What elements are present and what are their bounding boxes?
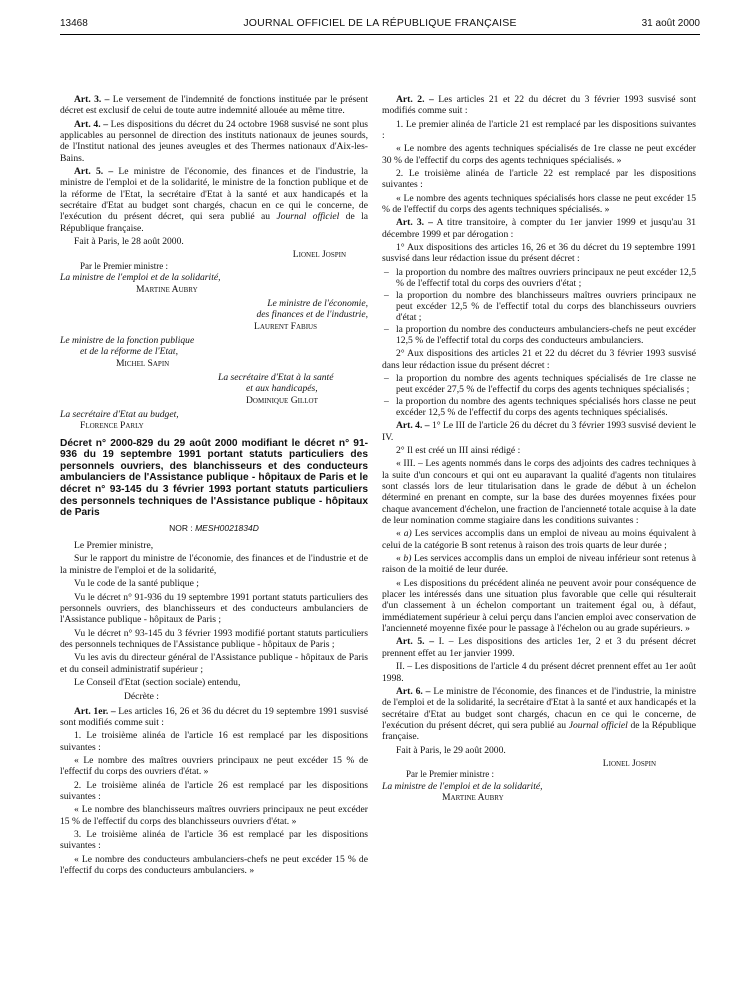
article-1-point-2: 2. Le troisième alinéa de l'article 26 est remplacé par les dispositions suivantes : bbox=[60, 779, 368, 802]
par-premier-ministre: Par le Premier ministre : bbox=[80, 260, 168, 271]
role-economie-2: des finances et de l'industrie, bbox=[256, 309, 368, 321]
article-3-list-2 bbox=[382, 373, 696, 418]
article-4: Art. 4. – Les dispositions du décret du 24 octobre 1968 susvisé ne sont plus applicables au personnel de direction des instituts nationaux de jeunes sourds, de l'Institut national des jeunes aveugles et des Thermes nationaux d'Aix-les-Bains. bbox=[60, 118, 368, 164]
signature-aubry-right: Martine Aubry bbox=[442, 791, 504, 803]
article-4-quote-1: « III. – Les agents nommés dans le corps des adjoints des cadres techniques à la suite d'un concours et qui ont eu auparavant la qualité d'agents non titulaires sont classés lors de leur titularisation dans le grade de début à un échelon déterminé en prenant en compte, sur la base des durées moyennes fixées pour chaque avancement d'échelon, une fraction de l'ancienneté totale acquise à la date de leur nomination comme stagiaire dans les conditions suivantes : bbox=[382, 458, 696, 527]
journal-title: JOURNAL OFFICIEL DE LA RÉPUBLIQUE FRANÇAISE bbox=[243, 17, 517, 29]
article-4-quote-2: « Les dispositions du précédent alinéa ne peuvent avoir pour conséquence de placer les intéressés dans une situation plus favorable que celle qui résulterait d'un classement à un échelon comportant un traitement égal ou, à défaut, immédiatement supérieur à celui perçu dans l'ancien emploi avec conservation de l'ancienneté moyenne fixée pour le passage à l'échelon ou au grade supérieurs. » bbox=[382, 577, 696, 635]
vu-decret-1991: Vu le décret n° 91-936 du 19 septembre 1991 portant statuts particuliers des personnels ouvriers, des blanchisseurs et des conducteurs ambulanciers de l'Assistance publique - hôpitaux de Paris ; bbox=[60, 591, 368, 626]
right-column bbox=[382, 94, 696, 805]
role-budget: La secrétaire d'Etat au budget, bbox=[60, 408, 179, 420]
article-3-right: Art. 3. – A titre transitoire, à compter du 1er janvier 1999 et jusqu'au 31 décembre 1999 et par dérogation : bbox=[382, 217, 696, 240]
article-3-point-1: 1° Aux dispositions des articles 16, 26 et 36 du décret du 19 septembre 1991 susvisé dans leur rédaction issue du présent décret : bbox=[382, 242, 696, 265]
header-rule bbox=[60, 34, 700, 35]
signature-parly: Florence Parly bbox=[80, 420, 144, 432]
article-2-quote-2: « Le nombre des agents techniques spécialisés hors classe ne peut excéder 15 % de l'effectif du corps des agents techniques spécialisés. » bbox=[382, 192, 696, 216]
issue-date: 31 août 2000 bbox=[641, 18, 700, 29]
article-3-point-2: 2° Aux dispositions des articles 21 et 22 du décret du 3 février 1993 susvisé dans leur rédaction issue du présent décret : bbox=[382, 348, 696, 371]
signature-aubry: Martine Aubry bbox=[136, 283, 198, 295]
article-2: Art. 2. – Les articles 21 et 22 du décret du 3 février 1993 susvisé sont modifiés comme suit : bbox=[382, 94, 696, 117]
list-item: – la proportion du nombre des conducteurs ambulanciers-chefs ne peut excéder 12,5 % de l'effectif total du corps des conducteurs ambulanciers. bbox=[382, 324, 696, 347]
article-5: Art. 5. – Le ministre de l'économie, des finances et de l'industrie, la ministre de l'emploi et de la solidarité, le ministre de la fonction publique et de la réforme de l'Etat, la secrétaire d'Etat à la santé et aux handicapés et la secrétaire d'Etat au budget sont chargés, chacun en ce qui le concerne, de l'exécution du présent décret, qui sera publié au Journal officiel de la République française. bbox=[60, 166, 368, 234]
nor-reference: NOR : MESH0021834D bbox=[169, 522, 259, 533]
page-header bbox=[60, 14, 700, 34]
conseil-etat: Le Conseil d'Etat (section sociale) entendu, bbox=[74, 676, 241, 688]
sur-le-rapport: Sur le rapport du ministre de l'économie, des finances et de l'industrie et de la ministre de l'emploi et de la solidarité, bbox=[60, 553, 368, 576]
vu-decret-1993: Vu le décret n° 93-145 du 3 février 1993 modifié portant statuts particuliers des personnels techniques de l'Assistance publique - hôpitaux de Paris ; bbox=[60, 627, 368, 650]
decrete: Décrète : bbox=[124, 691, 159, 703]
par-premier-ministre-right: Par le Premier ministre : bbox=[406, 769, 494, 780]
role-fonction-publique-2: et de la réforme de l'Etat, bbox=[80, 346, 178, 358]
list-item: – la proportion du nombre des blanchisseurs maîtres ouvriers principaux ne peut excéder 12,5 % de l'effectif total du corps des blanchisseurs ouvriers d'état ; bbox=[382, 290, 696, 324]
article-1-quote-1: « Le nombre des maîtres ouvriers principaux ne peut excéder 15 % de l'effectif du corps des ouvriers d'état. » bbox=[60, 754, 368, 778]
article-1-quote-2: « Le nombre des blanchisseurs maîtres ouvriers principaux ne peut excéder 15 % de l'effectif du corps des blanchisseurs ouvriers d'état. » bbox=[60, 804, 368, 827]
left-column bbox=[60, 94, 368, 878]
article-4-point-2: 2° Il est créé un III ainsi rédigé : bbox=[396, 444, 521, 456]
signature-gillot: Dominique Gillot bbox=[246, 394, 318, 406]
role-fonction-publique-1: Le ministre de la fonction publique bbox=[60, 334, 195, 346]
article-1-quote-3: « Le nombre des conducteurs ambulanciers-chefs ne peut excéder 15 % de l'effectif du corps des conducteurs ambulanciers. » bbox=[60, 853, 368, 877]
fait-a-paris-right: Fait à Paris, le 29 août 2000. bbox=[396, 744, 506, 756]
article-3: Art. 3. – Le versement de l'indemnité de fonctions instituée par le présent décret est exclusif de celui de toute autre indemnité allouée au même titre. bbox=[60, 94, 369, 117]
article-3-list-1 bbox=[382, 267, 696, 346]
role-sante-1: La secrétaire d'Etat à la santé bbox=[218, 371, 334, 383]
list-item: – la proportion du nombre des agents techniques spécialisés hors classe ne peut excéder 12,5 % de l'effectif du corps des agents techniques spécialisés. bbox=[382, 396, 696, 419]
signature-pm: Lionel Jospin bbox=[292, 249, 346, 261]
role-sante-2: et aux handicapés, bbox=[246, 383, 318, 395]
article-5-right: Art. 5. – I. – Les dispositions des articles 1er, 2 et 3 du présent décret prennent effet au 1er janvier 1999. bbox=[382, 636, 696, 659]
article-4-right: Art. 4. – 1° Le III de l'article 26 du décret du 3 février 1993 susvisé devient le IV. bbox=[382, 420, 696, 443]
signature-fabius: Laurent Fabius bbox=[254, 320, 317, 332]
article-5-point-2: II. – Les dispositions de l'article 4 du présent décret prennent effet au 1er août 1998. bbox=[382, 661, 696, 684]
role-emploi: La ministre de l'emploi et de la solidarité, bbox=[60, 272, 221, 284]
article-4-quote-a: « a) Les services accomplis dans un emploi de niveau au moins équivalent à celui de la catégorie B sont retenus à raison des trois quarts de leur durée ; bbox=[382, 528, 696, 551]
article-1-point-3: 3. Le troisième alinéa de l'article 36 est remplacé par les dispositions suivantes : bbox=[60, 829, 368, 852]
role-emploi-right: La ministre de l'emploi et de la solidarité, bbox=[382, 780, 543, 792]
article-1-point-1: 1. Le troisième alinéa de l'article 16 est remplacé par les dispositions suivantes : bbox=[60, 730, 368, 753]
list-item: – la proportion du nombre des agents techniques spécialisés de 1re classe ne peut excéder 27,5 % de l'effectif du corps des agents techniques spécialisés ; bbox=[382, 373, 696, 396]
fait-a-paris: Fait à Paris, le 28 août 2000. bbox=[74, 236, 184, 248]
article-1: Art. 1er. – Les articles 16, 26 et 36 du décret du 19 septembre 1991 susvisé sont modifiés comme suit : bbox=[60, 705, 368, 728]
signature-pm-right: Lionel Jospin bbox=[602, 757, 656, 769]
article-2-quote-1: « Le nombre des agents techniques spécialisés de 1re classe ne peut excéder 30 % de l'effectif du corps des agents techniques spécialisés. » bbox=[382, 143, 696, 166]
role-economie-1: Le ministre de l'économie, bbox=[267, 297, 368, 309]
signature-sapin: Michel Sapin bbox=[116, 357, 170, 369]
article-6: Art. 6. – Le ministre de l'économie, des finances et de l'industrie, la ministre de l'emploi et de la solidarité, la secrétaire d'Etat à la santé et aux handicapés et la secrétaire d'Etat au budget sont chargés, chacun en ce qui le concerne, de l'exécution du présent décret, qui sera publié au Journal officiel de la République française. bbox=[382, 685, 697, 743]
article-2-point-1: 1. Le premier alinéa de l'article 21 est remplacé par les dispositions suivantes : bbox=[382, 118, 696, 142]
article-2-point-2: 2. Le troisième alinéa de l'article 22 est remplacé par les dispositions suivantes : bbox=[382, 168, 696, 191]
premier-ministre: Le Premier ministre, bbox=[74, 540, 154, 552]
page-number: 13468 bbox=[60, 18, 88, 29]
signature-block bbox=[60, 249, 368, 431]
vu-avis: Vu les avis du directeur général de l'Assistance publique - hôpitaux de Paris et du conseil administratif supérieur ; bbox=[60, 652, 368, 675]
vu-code-sante: Vu le code de la santé publique ; bbox=[74, 578, 199, 590]
decree-title: Décret n° 2000-829 du 29 août 2000 modifiant le décret n° 91-936 du 19 septembre 1991 portant statuts particuliers des personnels ouvriers, des blanchisseurs et des conducteurs ambulanciers de l'Assistance publique - hôpitaux de Paris et le décret n° 93-145 du 3 février 1993 portant statuts particuliers des personnels techniques de l'Assistance publique - hôpitaux de Paris bbox=[60, 437, 368, 519]
signature-block-right bbox=[382, 758, 696, 803]
article-4-quote-b: « b) Les services accomplis dans un emploi de niveau inférieur sont retenus à raison de la moitié de leur durée. bbox=[382, 553, 696, 576]
list-item: – la proportion du nombre des maîtres ouvriers principaux ne peut excéder 12,5 % de l'effectif total du corps des ouvriers d'état ; bbox=[382, 267, 696, 290]
